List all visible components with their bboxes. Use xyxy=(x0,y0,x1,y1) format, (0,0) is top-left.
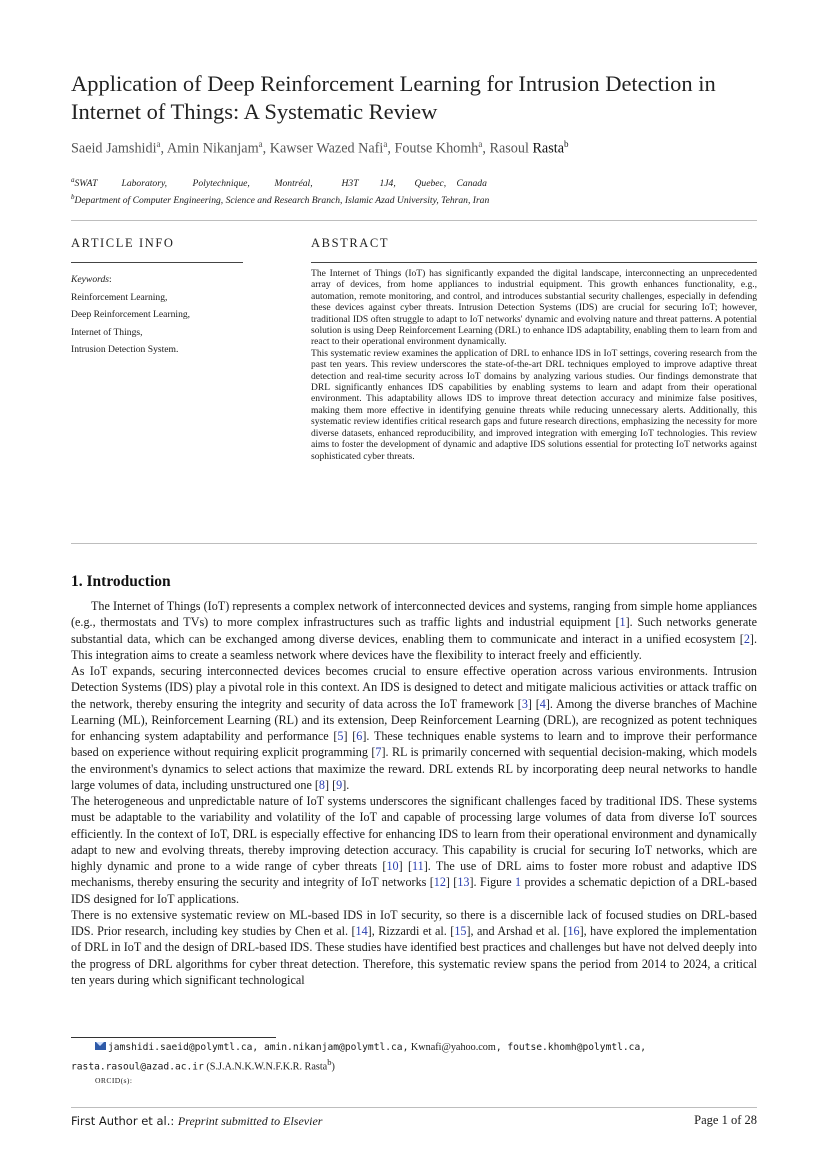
text-run: ] [ xyxy=(398,859,413,873)
text-run: ]. These techniques enable systems to learn and to improve their performance based on experience without requiring explicit programming [ xyxy=(71,729,757,760)
text-run: There is no extensive systematic review on ML-based IDS in IoT security, so there is a discernible lack of focused studies on DRL-based IDS. Prior research, including key studies by Chen et al. [ xyxy=(71,907,757,938)
body-paragraph xyxy=(71,598,757,663)
text-run: ], Rizzardi et al. [ xyxy=(367,924,455,938)
body-paragraph xyxy=(71,907,757,988)
keyword: Deep Reinforcement Learning, xyxy=(71,309,191,321)
abstract-paragraph: This systematic review examines the application of DRL to enhance IDS in IoT settings, covering research from the past ten years. This review underscores the state-of-the-art DRL techniques employed to improve adaptive threat detection and real-time security across IoT domains by analyzing various studies. Our findings demonstrate that DRL significantly enhances IDS capabilities by enabling systems to learn and adapt from their operational environment. This adaptability allows IDS to improve threat detection accuracy and minimize false positives, making them more effective in identifying genuine threats while reducing unnecessary alerts. Additionally, this systematic review identifies critical research gaps and future research directions, emphasizing the necessity for more diverse datasets, enhanced reproducibility, and improved integration with emerging IoT technologies. This review aims to foster the development of dynamic and adaptive IDS solutions essential for protecting IoT networks against sophisticated cyber threats. xyxy=(311,347,757,462)
text-run: ] [ xyxy=(527,696,540,711)
footer-divider xyxy=(71,1107,757,1108)
divider xyxy=(71,262,243,263)
affiliation-part: Canada xyxy=(456,178,487,190)
abstract-heading: ABSTRACT xyxy=(311,236,390,250)
text-run: ]. The use of DRL aims to foster more robust and adaptive IDS mechanisms, thereby ensuring the security and integrity of IoT networks [ xyxy=(71,859,758,890)
footer-preprint: Preprint submitted to Elsevier xyxy=(177,1114,323,1128)
affiliation-label: a xyxy=(71,176,75,184)
citation-link[interactable]: 12 xyxy=(433,875,446,890)
citation-link[interactable]: 9 xyxy=(336,777,343,792)
affiliation-part: 1J4, xyxy=(379,178,396,190)
affiliation-marker: a xyxy=(258,139,263,149)
text-run: ], and Arshad et al. [ xyxy=(466,924,568,938)
article-info-heading: ARTICLE INFO xyxy=(71,236,175,250)
envelope-icon xyxy=(95,1042,106,1050)
page-number: Page 1 of 28 xyxy=(694,1113,757,1127)
citation-link[interactable]: 10 xyxy=(386,859,399,873)
email-link[interactable]: rasta.rasoul@azad.ac.ir xyxy=(71,1061,204,1073)
body-paragraph xyxy=(71,793,757,907)
citation-link[interactable]: 6 xyxy=(356,729,363,743)
affiliation-part: H3T xyxy=(341,178,359,190)
citation-link[interactable]: 15 xyxy=(454,924,467,938)
affiliation-part: Laboratory, xyxy=(121,178,168,190)
affiliation-label: b xyxy=(71,193,75,201)
text-run: As IoT expands, securing interconnected devices becomes crucial to ensure effective operation across various environments. Intrusion Detection Systems (IDS) play a pivotal role in this context. An IDS is designed to detect and mitigate malicious activities or attack traffic on the network, thereby ensuring the integrity and security of data across the IoT framework [ xyxy=(71,664,757,711)
affiliation-part: SWAT xyxy=(74,178,98,190)
text-run: ], have explored the implementation of DRL in IoT and the design of DRL-based IDS. These studies have identified best practices and challenges but have not delved deeply into the progress of DRL algorithms for cyber threat detection. Therefore, this systematic review spans the period from 2014 to 2024, a critical ten years during which significant technological xyxy=(71,924,757,987)
affiliation-text: Department of Computer Engineering, Science and Research Branch, Islamic Azad University, Tehran, Iran xyxy=(74,195,490,207)
citation-link[interactable]: 11 xyxy=(412,859,424,873)
citation-link[interactable]: 16 xyxy=(567,924,580,938)
affiliation-marker: a xyxy=(383,139,388,149)
author-initials-end: ) xyxy=(331,1061,335,1073)
divider xyxy=(71,543,757,544)
author-name: Amin Nikanjam xyxy=(166,140,259,157)
citation-link[interactable]: 13 xyxy=(457,875,470,890)
affiliation-part: Quebec, xyxy=(414,178,447,190)
text-run: ]. Such networks generate substantial data, which can be exchanged among diverse devices, enabling them to communicate and interact in a unified ecosystem [ xyxy=(71,615,757,646)
email-link[interactable]: Kwnafi@yahoo.com xyxy=(410,1042,496,1053)
abstract-text xyxy=(311,268,757,462)
citation-link[interactable]: 5 xyxy=(337,729,344,743)
email-links[interactable]: jamshidi.saeid@polymtl.ca, amin.nikanjam@polymtl.ca, xyxy=(108,1042,409,1053)
citation-link[interactable]: 7 xyxy=(375,745,382,760)
text-run: The Internet of Things (IoT) represents a complex network of interconnected devices and systems, ranging from simple home appliances (e.g., thermostats and TVs) to more complex infrastructures such as traffic lights and industrial equipment [ xyxy=(71,599,757,630)
affiliation-marker: a xyxy=(478,139,483,149)
text-run: provides a schematic depiction of a DRL-based IDS designed for IoT applications. xyxy=(71,875,757,906)
keywords-block: Keywords: Reinforcement Learning, Deep Reinforcement Learning, Internet of Things, Intrusion Detection System. xyxy=(71,271,291,359)
author-name: Kawser Wazed Nafi xyxy=(269,140,384,157)
paper-title: Application of Deep Reinforcement Learning for Intrusion Detection in Internet of Things: A Systematic Review xyxy=(71,71,716,124)
text-run: ]. xyxy=(342,777,350,792)
author-first-name: Rasoul xyxy=(489,140,529,157)
keyword: Internet of Things, xyxy=(71,326,143,338)
text-run: ] [ xyxy=(445,875,458,890)
divider xyxy=(71,220,757,221)
text-run: ]. RL is primarily concerned with sequential decision-making, which models the environment's dynamics to select actions that maximize the reward. DRL extends RL by incorporating deep neural networks to handle large volumes of data, including unstructured one [ xyxy=(71,745,757,792)
author-last-name: Rasta xyxy=(532,140,564,157)
affiliation-marker: b xyxy=(327,1057,332,1067)
footer-author: First Author et al.: xyxy=(71,1114,175,1128)
keyword: Reinforcement Learning, xyxy=(71,291,168,303)
affiliation-b xyxy=(71,191,761,207)
section-heading-introduction: 1. Introduction xyxy=(71,573,171,590)
footer-left xyxy=(71,1114,322,1129)
text-run: ] [ xyxy=(343,729,357,743)
divider xyxy=(311,262,757,263)
body-paragraph xyxy=(71,663,757,793)
affiliation-marker: b xyxy=(564,139,569,149)
affiliation-part: Polytechnique, xyxy=(192,178,250,190)
keyword: Intrusion Detection System. xyxy=(71,344,179,356)
footnote xyxy=(71,1041,757,1088)
affiliation-marker: a xyxy=(156,139,161,149)
introduction-body xyxy=(71,598,757,988)
citation-link[interactable]: 8 xyxy=(318,777,325,792)
keywords-label: Keywords xyxy=(71,274,110,285)
citation-link[interactable]: 1 xyxy=(619,615,626,630)
citation-link[interactable]: 4 xyxy=(539,696,546,711)
citation-link[interactable]: 14 xyxy=(355,924,368,938)
author-list: Saeid Jamshidi$^a$, Amin Nikanjam$^a$, Kawser Wazed Nafi$^a$, Foutse Khomh$^a$, Rasoul Rasta$^b$ xyxy=(71,139,569,157)
orcid-label: ORCID(s): xyxy=(95,1076,133,1086)
text-run: ] [ xyxy=(325,777,337,792)
text-run: The heterogeneous and unpredictable nature of IoT systems underscores the significant challenges faced by traditional IDS. These systems must be adaptable to the variability and volatility of the IoT and capable of processing large volumes of data from diverse IoT sources efficiently. In the context of IoT, DRL is especially effective for enhancing IDS to learn from their operational environment and dynamically adapt to new and evolving threats, thereby improving detection accuracy. This capability is crucial for securing IoT networks, which are highly dynamic and prone to a wide range of cyber threats [ xyxy=(71,794,757,873)
citation-link[interactable]: 2 xyxy=(743,631,750,646)
author-name: Foutse Khomh xyxy=(394,140,479,157)
footnote-rule xyxy=(71,1037,276,1038)
affiliation-a xyxy=(71,174,761,190)
email-links[interactable]: , foutse.khomh@polymtl.ca, xyxy=(495,1042,647,1053)
affiliation-part: Montréal, xyxy=(274,178,313,190)
author-name: Saeid Jamshidi xyxy=(71,140,157,157)
text-run: ]. Among the diverse branches of Machine Learning (ML), Reinforcement Learning (RL) and its extension, Deep Reinforcement Learning (DRL), are recognized as potent techniques for enhancing system adaptability and performance [ xyxy=(71,696,757,743)
text-run: ]. Figure xyxy=(469,875,515,890)
figure-link[interactable]: 1 xyxy=(515,875,522,890)
text-run: ]. This integration aims to create a seamless network where devices have the flexibility to interact freely and efficiently. xyxy=(71,631,757,662)
abstract-paragraph: The Internet of Things (IoT) has significantly expanded the digital landscape, interconnecting an unprecedented array of devices, from home appliances to industrial equipment. This growth enhances functionality, e.g., automation, remote monitoring, and control, and introduces substantial security challenges, especially in defending these devices against cyber threats. Intrusion Detection Systems (IDS) are crucial for securing IoT; however, traditional IDS often struggle to adapt to IoT networks' dynamic and evolving nature and threat patterns. A potential solution is using Deep Reinforcement Learning (DRL) to enhance IDS adaptability, enabling them to learn from and react to their operational environment dynamically. xyxy=(311,268,757,348)
author-initials: (S.J.A.N.K.W.N.F.K.R. Rasta xyxy=(206,1061,328,1073)
citation-link[interactable]: 3 xyxy=(521,696,528,711)
